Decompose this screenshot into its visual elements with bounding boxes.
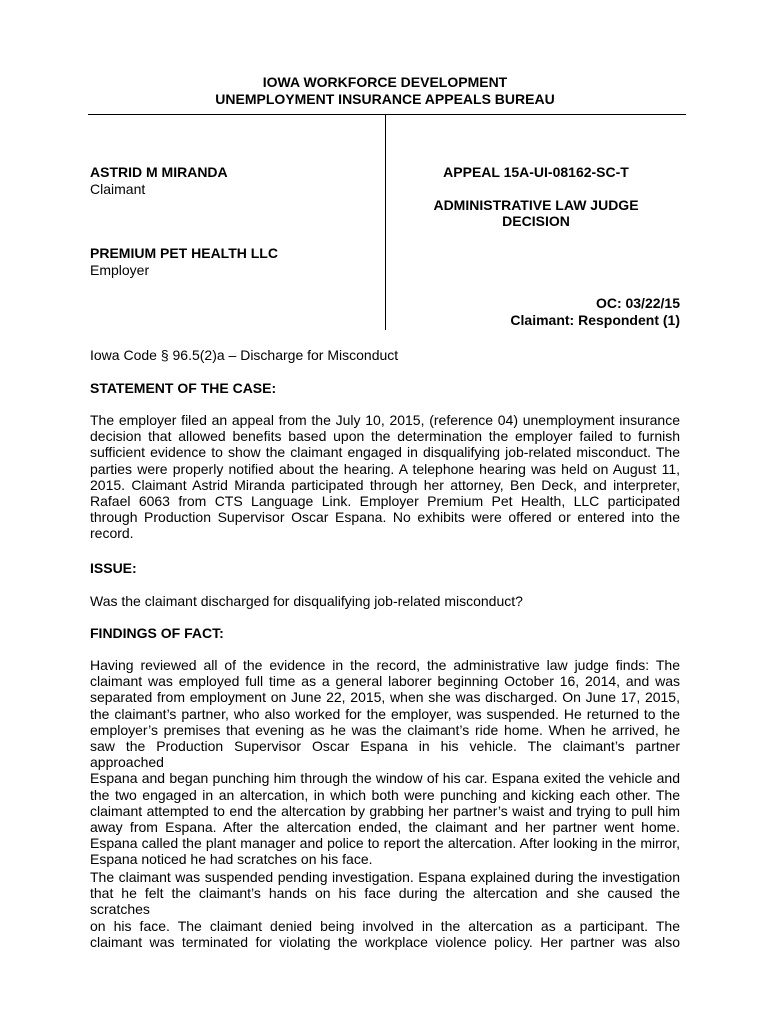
statement-line: The employer filed an appeal from the July 10, 2015, (reference 04) unemployment insurance	[90, 412, 680, 428]
employer-label: Employer	[90, 262, 150, 278]
statement-paragraph	[90, 412, 680, 542]
oc-date: OC: 03/22/15	[595, 295, 680, 311]
agency-title: IOWA WORKFORCE DEVELOPMENT	[262, 74, 508, 90]
decision-title-line2: DECISION	[502, 213, 570, 229]
findings-line: away from Espana. After the altercation ended, the claimant and her partner went home.	[90, 819, 680, 836]
claimant-role: Claimant: Respondent (1)	[510, 312, 680, 328]
statement-line: Rafael 6063 from CTS Language Link. Employer Premium Pet Health, LLC participated	[90, 493, 680, 510]
findings-heading: FINDINGS OF FACT:	[90, 625, 224, 641]
decision-title-line1: ADMINISTRATIVE LAW JUDGE	[433, 197, 639, 213]
findings-line: Espana noticed he had scratches on his face.	[90, 851, 373, 868]
findings-line: Espana called the plant manager and police to report the altercation. After looking in the mirror,	[90, 835, 680, 852]
findings-paragraph-1	[90, 657, 680, 868]
statement-line: 2015. Claimant Astrid Miranda participated through her attorney, Ben Deck, and interpreter,	[90, 476, 680, 493]
findings-line: saw the Production Supervisor Oscar Espana in his vehicle. The claimant’s partner approached	[90, 738, 680, 771]
statement-line: through Production Supervisor Oscar Espana. No exhibits were offered or entered into the	[90, 509, 680, 526]
employer-name: PREMIUM PET HEALTH LLC	[90, 245, 278, 261]
findings-line: the claimant’s partner, who also worked for the employer, was suspended. He returned to the	[90, 705, 680, 722]
findings-line: claimant attempted to end the altercation by grabbing her partner’s waist and trying to pull him	[90, 802, 680, 819]
findings-line: the two engaged in an altercation, in which both were punching and kicking each other. The	[90, 786, 680, 803]
findings-line: separated from employment on June 22, 2015, when she was discharged. On June 17, 2015,	[90, 689, 680, 706]
caption-divider-horizontal	[88, 114, 686, 115]
statement-line: parties were properly notified about the hearing. A telephone hearing was held on August 11,	[90, 460, 680, 477]
findings-line: claimant was employed full time as a general laborer beginning October 16, 2014, and was	[90, 673, 680, 690]
findings-line: claimant was terminated for violating the workplace violence policy. Her partner was also	[90, 933, 680, 950]
statement-line: sufficient evidence to show the claimant engaged in disqualifying job-related misconduct. The	[90, 444, 680, 461]
claimant-name: ASTRID M MIRANDA	[90, 164, 228, 180]
statement-line: decision that allowed benefits based upon the determination the employer failed to furnish	[90, 428, 680, 445]
findings-line: Espana and began punching him through the window of his car. Espana exited the vehicle and	[90, 770, 680, 787]
findings-paragraph-2	[90, 869, 680, 950]
findings-line: Having reviewed all of the evidence in the record, the administrative law judge finds: The	[90, 657, 680, 673]
statement-heading: STATEMENT OF THE CASE:	[90, 380, 277, 396]
appeal-number: APPEAL 15A-UI-08162-SC-T	[443, 164, 629, 180]
issue-text: Was the claimant discharged for disqualifying job-related misconduct?	[90, 593, 523, 609]
findings-line: The claimant was suspended pending investigation. Espana explained during the investigation	[90, 869, 680, 885]
findings-line: employer’s premises that evening as he was the claimant’s ride home. When he arrived, he	[90, 721, 680, 738]
findings-line: that he felt the claimant’s hands on his face during the altercation and she caused the scratches	[90, 885, 680, 918]
statement-line: record.	[90, 525, 134, 542]
bureau-title: UNEMPLOYMENT INSURANCE APPEALS BUREAU	[215, 91, 555, 107]
claimant-label: Claimant	[90, 181, 146, 197]
code-reference: Iowa Code § 96.5(2)a – Discharge for Misconduct	[90, 347, 399, 363]
issue-heading: ISSUE:	[90, 560, 137, 576]
findings-line: on his face. The claimant denied being involved in the altercation as a participant. The	[90, 917, 680, 934]
